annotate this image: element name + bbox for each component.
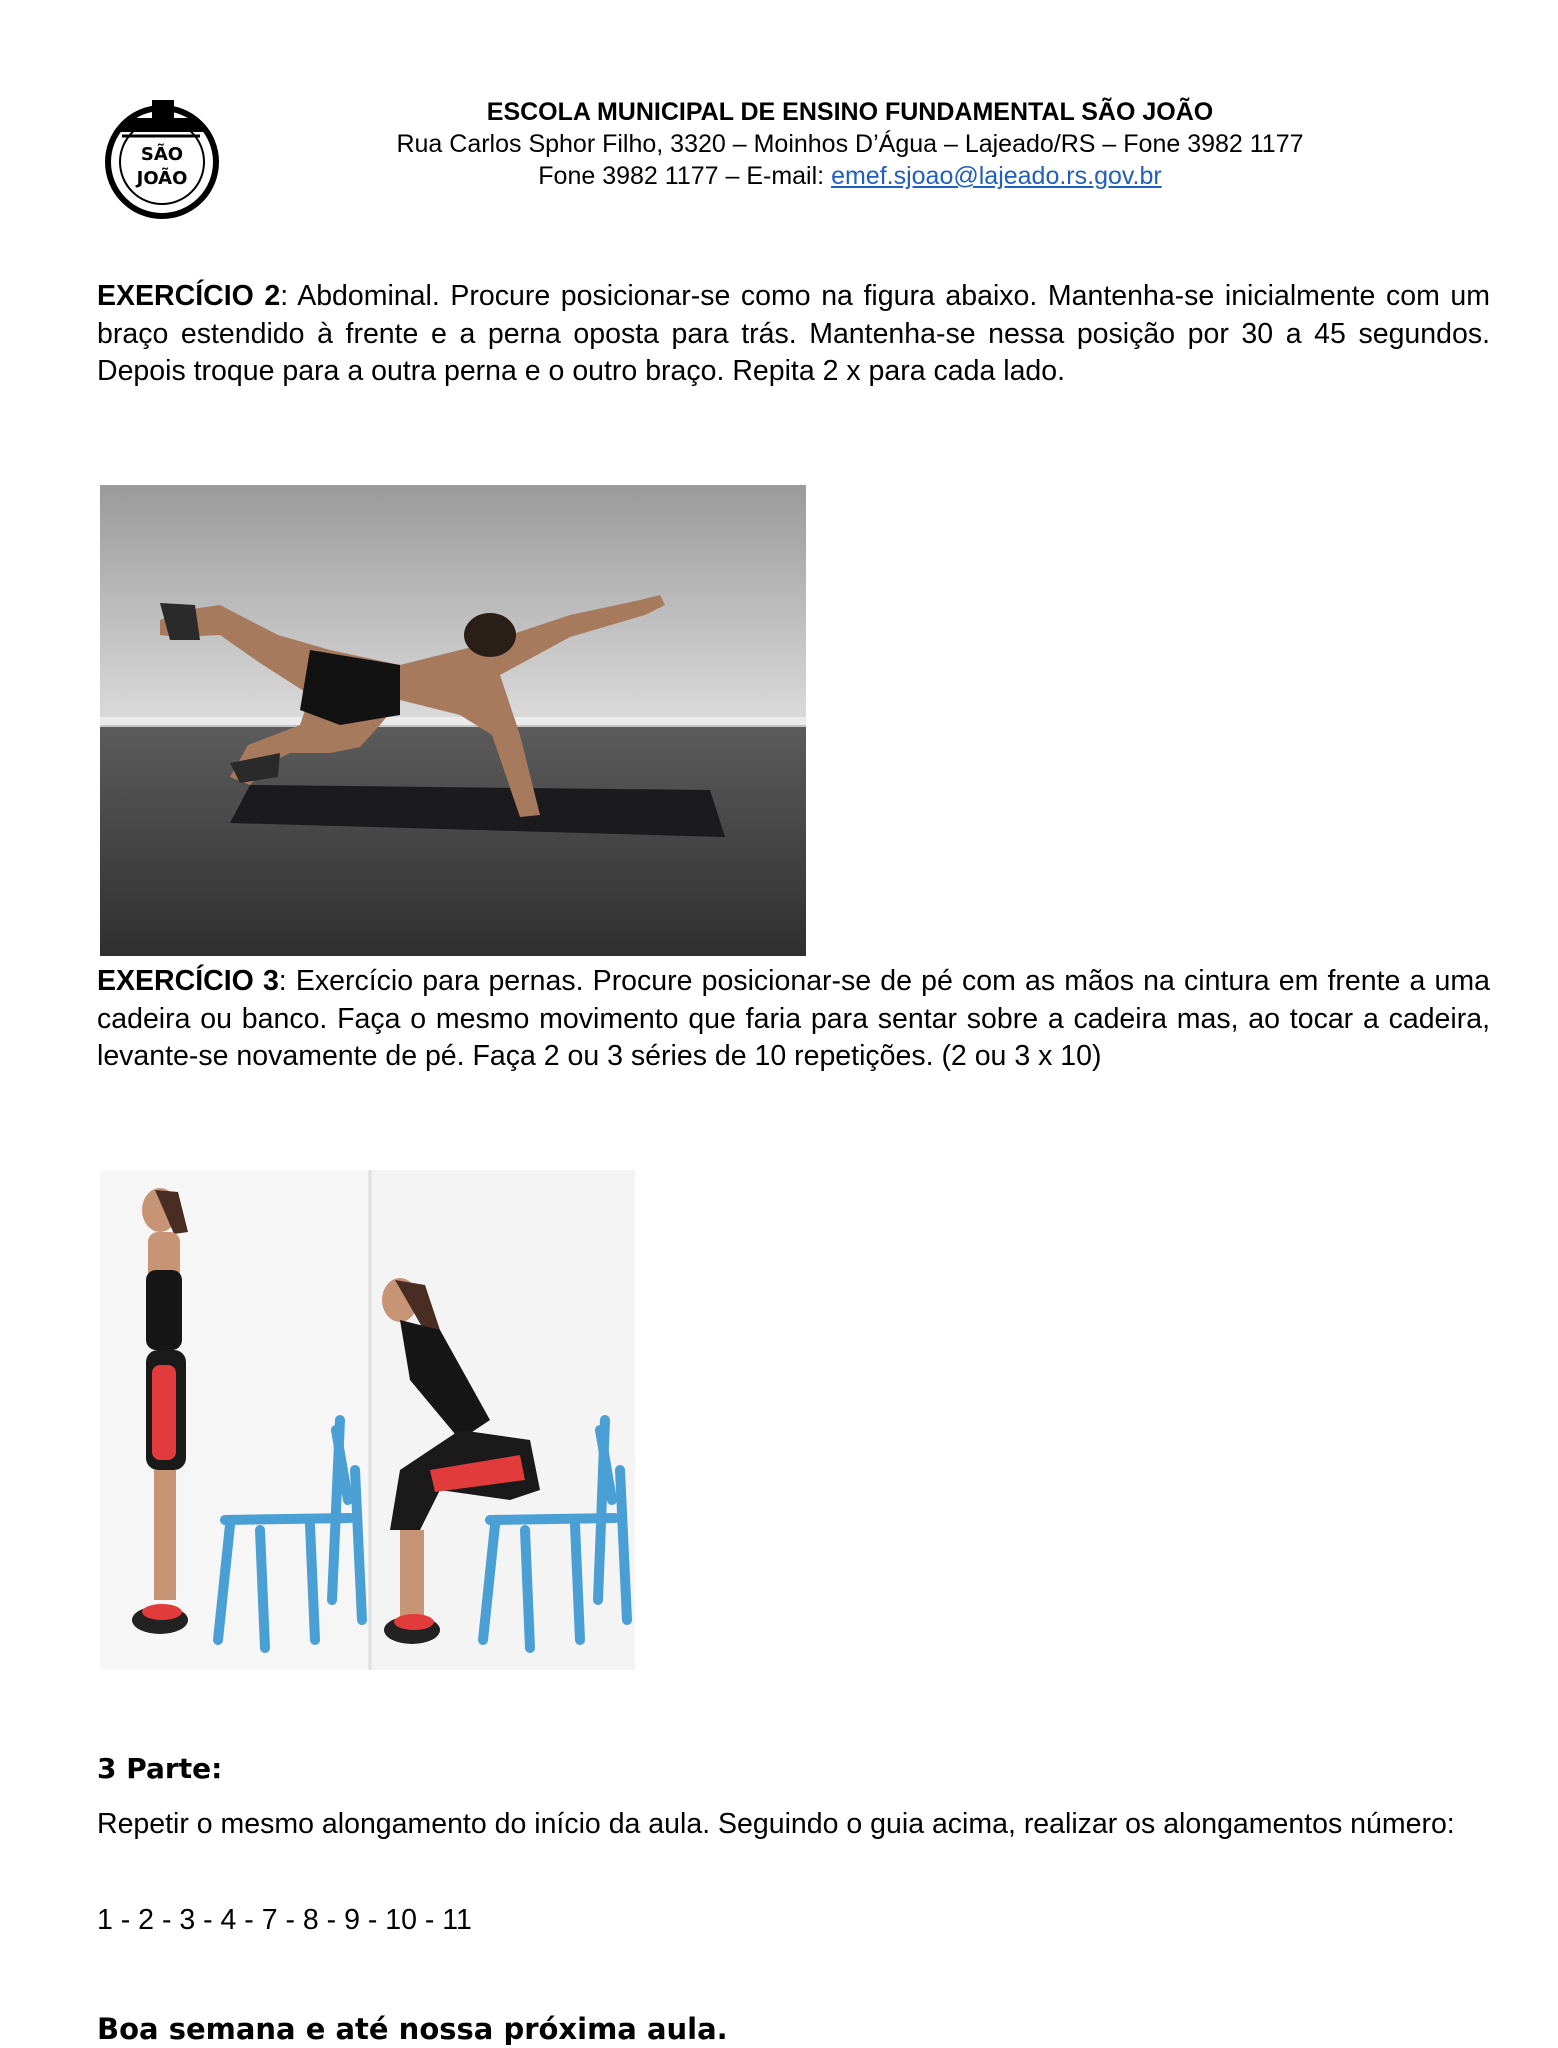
exercise-2-paragraph	[97, 278, 1490, 391]
contact-prefix: Fone 3982 1177 – E-mail:	[538, 162, 832, 190]
stretch-numbers: 1 - 2 - 3 - 4 - 7 - 8 - 9 - 10 - 11	[97, 1904, 472, 1936]
exercise-2-label: EXERCÍCIO 2	[97, 280, 281, 312]
exercise-3-text: : Exercício para pernas. Procure posicionar-se de pé com as mãos na cintura em frente a uma cadeira ou banco. Faça o mesmo movimento que faria para sentar sobre a cadeira mas, ao tocar a cadeira, levante-se novamente de pé. Faça 2 ou 3 séries de 10 repetições. (2 ou 3 x 10)	[97, 965, 1490, 1072]
part-3-heading: 3 Parte:	[97, 1752, 223, 1785]
school-logo	[100, 96, 230, 220]
closing-message: Boa semana e até nossa próxima aula.	[97, 2012, 728, 2046]
logo-text-bottom: JOÃO	[136, 168, 188, 189]
exercise-3-label: EXERCÍCIO 3	[97, 965, 279, 997]
letterhead	[330, 96, 1370, 192]
exercise-2-text: : Abdominal. Procure posicionar-se como na figura abaixo. Mantenha-se inicialmente com um braço estendido à frente e a perna oposta para trás. Mantenha-se nessa posição por 30 a 45 segundos. Depois troque para a outra perna e o outro braço. Repita 2 x para cada lado.	[97, 280, 1491, 387]
school-name: ESCOLA MUNICIPAL DE ENSINO FUNDAMENTAL SÃO JOÃO	[486, 98, 1214, 126]
bird-dog-exercise-image	[100, 485, 806, 956]
logo-text-top: SÃO	[140, 144, 184, 165]
chair-squat-exercise-image	[100, 1170, 635, 1670]
exercise-3-paragraph	[97, 963, 1490, 1076]
school-contact	[330, 160, 1370, 192]
part-3-text: Repetir o mesmo alongamento do início da aula. Seguindo o guia acima, realizar os alongamentos número:	[97, 1808, 1455, 1840]
school-address: Rua Carlos Sphor Filho, 3320 – Moinhos D’Água – Lajeado/RS – Fone 3982 1177	[396, 130, 1304, 158]
email-link[interactable]: emef.sjoao@lajeado.rs.gov.br	[831, 162, 1162, 190]
